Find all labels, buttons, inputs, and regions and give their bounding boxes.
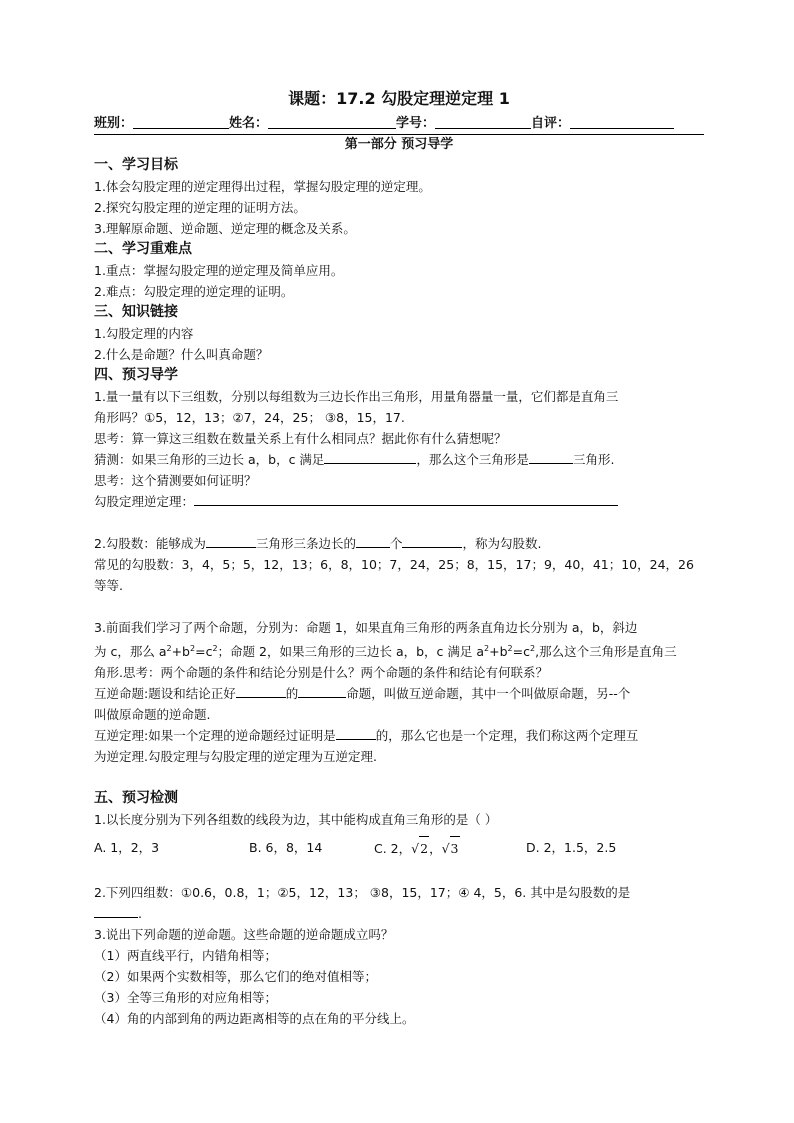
check-q1: 1.以长度分别为下列各组数的线段为边，其中能构成直角三角形的是（ ）	[94, 812, 498, 828]
page-title: 课题：17.2 勾股定理逆定理 1	[288, 89, 510, 108]
worksheet-page	[94, 84, 704, 1029]
knowledge-line: 1.勾股定理的内容	[94, 326, 194, 341]
check-q3-item: （4）角的内部到角的两边距离相等的点在角的平分线上。	[94, 1011, 415, 1027]
check-q3-item: （1）两直线平行，内错角相等；	[94, 948, 277, 964]
name-label: 姓名：	[229, 116, 269, 131]
check-q2: 2.下列四组数：①0.6，0.8，1；②5，12，13； ③8，15，17；④ 4，5，6. 其中是勾股数的是	[94, 885, 631, 901]
triple-blank-3[interactable]	[402, 535, 462, 548]
option-d[interactable]: D. 2，1.5，2.5	[526, 840, 617, 856]
section-heading-key-points: 二、学习重难点	[94, 241, 192, 257]
preview-q1-line: 角形吗？①5，12，13；②7，24，25； ③8，15，17.	[94, 410, 405, 425]
guess-blank-relation[interactable]	[324, 451, 416, 464]
number-label: 学号：	[396, 116, 436, 131]
class-blank[interactable]	[133, 114, 229, 129]
theorem-blank[interactable]	[336, 727, 376, 740]
section-heading-check: 五、预习检测	[94, 790, 178, 807]
option-a[interactable]: A. 1，2，3	[94, 840, 160, 856]
key-point-line: 1.重点：掌握勾股定理的逆定理及简单应用。	[94, 263, 344, 278]
name-blank[interactable]	[268, 114, 396, 129]
key-point-line: 2.难点：勾股定理的逆定理的证明。	[94, 284, 294, 299]
eval-blank[interactable]	[570, 114, 674, 129]
goal-line: 3.理解原命题、逆命题、逆定理的概念及关系。	[94, 221, 356, 236]
mutual-theorem-line: 互逆定理:如果一个定理的逆命题经过证明是 的，那么它也是一个定理，我们称这两个定理互	[94, 728, 639, 744]
option-b[interactable]: B. 6，8，14	[249, 840, 323, 856]
q2-answer-blank[interactable]	[94, 905, 138, 918]
preview-q1-line: 1.量一量有以下三组数，分别以每组数为三边长作出三角形，用量角器量一量，它们都是直角三	[94, 389, 619, 404]
triple-blank-1[interactable]	[206, 535, 256, 548]
think-line: 思考：算一算这三组数在数量关系上有什么相同点？据此你有什么猜想呢？	[94, 431, 507, 446]
preview-q3-line: 3.前面我们学习了两个命题，分别为：命题 1，如果直角三角形的两条直角边长分别为 a，b，斜边	[94, 620, 638, 635]
mutual-proposition-line: 叫做原命题的逆命题.	[94, 707, 211, 723]
sqrt-3: √3	[442, 836, 460, 861]
mutual-theorem-line: 为逆定理.勾股定理与勾股定理的逆定理为互逆定理.	[94, 749, 377, 765]
mutual-blank-2[interactable]	[298, 685, 346, 698]
sqrt-2: √2	[411, 836, 429, 861]
student-info-row	[94, 114, 704, 135]
check-q3: 3.说出下列命题的逆命题。这些命题的逆命题成立吗？	[94, 927, 394, 943]
check-q3-item: （2）如果两个实数相等，那么它们的绝对值相等；	[94, 969, 377, 985]
common-triples-line: 等等.	[94, 578, 123, 593]
converse-theorem-line: 勾股定理逆定理：	[94, 491, 704, 512]
check-q3-item: （3）全等三角形的对应角相等；	[94, 990, 277, 1006]
goal-line: 2.探究勾股定理的逆定理的证明方法。	[94, 200, 306, 215]
preview-q3-line: 为 c，那么 $a^2+b^2=c^2$；命题 2，如果三角形的三边长 a，b，c 满足 $a^2+b^2=c^2$,那么这个三角形是直角三	[94, 644, 677, 660]
guess-blank-type[interactable]	[529, 451, 573, 464]
part-title: 第一部分 预习导学	[344, 137, 454, 152]
number-blank[interactable]	[435, 114, 531, 129]
pythagorean-triple-line: 2.勾股数：能够成为 三角形三条边长的 个 ，称为勾股数.	[94, 536, 542, 551]
section-heading-preview: 四、预习导学	[94, 367, 178, 383]
section-heading-goals: 一、学习目标	[94, 157, 178, 173]
converse-theorem-blank[interactable]	[194, 493, 618, 506]
triple-blank-2[interactable]	[356, 535, 390, 548]
class-label: 班别：	[94, 116, 134, 131]
knowledge-line: 2.什么是命题？什么叫真命题？	[94, 347, 269, 362]
check-q2-answer: .	[94, 903, 704, 924]
eval-label: 自评：	[531, 116, 571, 131]
think-line: 思考：这个猜测要如何证明？	[94, 473, 257, 488]
mutual-proposition-line: 互逆命题:题设和结论正好 的 命题，叫做互逆命题，其中一个叫做原命题，另--个	[94, 686, 631, 702]
goal-line: 1.体会勾股定理的逆定理得出过程，掌握勾股定理的逆定理。	[94, 179, 431, 194]
option-c[interactable]: C. 2，√2，√3	[374, 836, 526, 861]
check-q1-options	[94, 836, 704, 861]
section-heading-knowledge: 三、知识链接	[94, 304, 178, 320]
mutual-blank-1[interactable]	[236, 685, 286, 698]
guess-line: 猜测：如果三角形的三边长 a，b，c 满足 ，那么这个三角形是 三角形.	[94, 452, 615, 467]
preview-q3-line: 角形.思考：两个命题的条件和结论分别是什么？两个命题的条件和结论有何联系？	[94, 665, 548, 681]
common-triples-line: 常见的勾股数：3，4，5；5，12，13；6，8，10；7，24，25；8，15，17；9，40，41；10，24，26	[94, 557, 694, 572]
